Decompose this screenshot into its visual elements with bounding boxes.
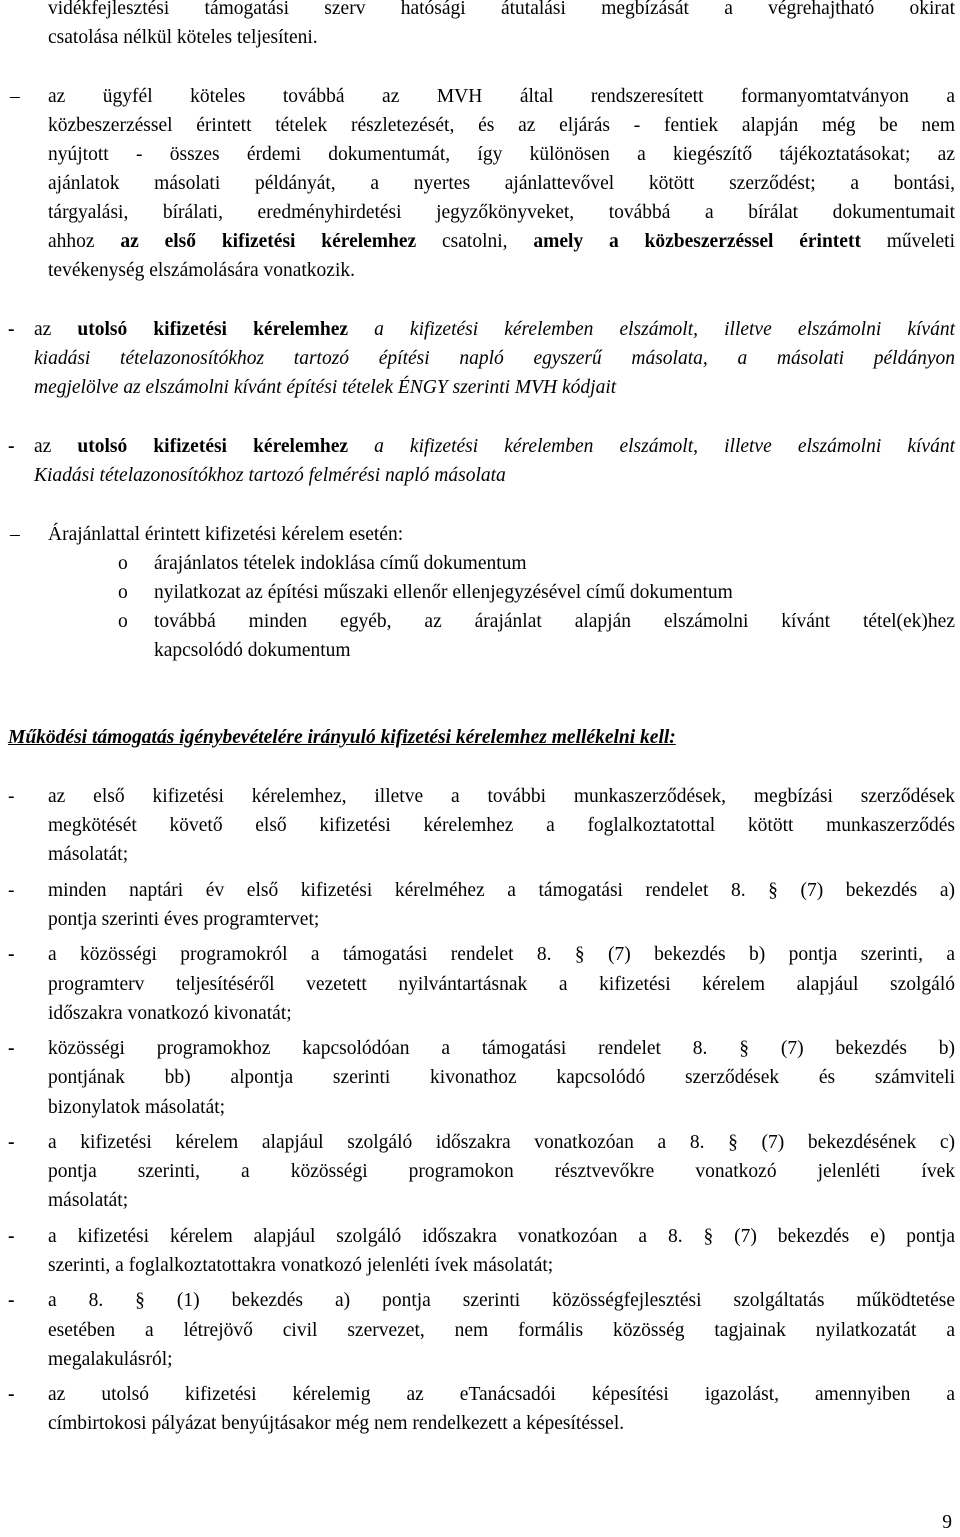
- list-bullet-marker: o: [118, 582, 128, 603]
- list-dash-marker: –: [10, 86, 20, 107]
- text-line: [34, 315, 955, 344]
- text-run: az: [34, 319, 78, 340]
- list-item-text: szerinti, a foglalkoztatottakra vonatkozó jelenléti ívek másolatát;: [48, 1255, 554, 1276]
- text-run: műveleti: [860, 231, 955, 252]
- italic-text-run: a kifizetési kérelemben elszámolt, illetve elszámolni kívánt: [348, 436, 955, 457]
- text-line: tevékenység elszámolására vonatkozik.: [48, 260, 356, 281]
- list-hyphen-marker: -: [8, 1225, 15, 1247]
- list-item-text: pontja szerinti, a közösségi programokon résztvevőkre vonatkozó jelenléti ívek: [48, 1161, 955, 1183]
- list-item-text: időszakra vonatkozó kivonatát;: [48, 1002, 292, 1024]
- page-number: 9: [942, 1512, 952, 1533]
- text-run: csatolni,: [416, 231, 534, 252]
- text-run: az: [34, 436, 78, 457]
- list-item-text: címbirtokosi pályázat benyújtásakor még nem rendelkezett a képesítéssel.: [48, 1413, 625, 1435]
- list-hyphen-marker: -: [8, 1384, 15, 1406]
- list-hyphen-marker: -: [8, 319, 15, 340]
- bold-text-run: utolsó kifizetési kérelemhez: [77, 319, 348, 340]
- italic-text-line: megjelölve az elszámolni kívánt építési tételek ÉNGY szerinti MVH kódjait: [34, 377, 617, 398]
- list-bullet-marker: o: [118, 553, 128, 574]
- list-item-text: a 8. § (1) bekezdés a) pontja szerinti közösségfejlesztési szolgáltatás működtetése: [48, 1290, 955, 1312]
- text-line: [34, 432, 955, 461]
- text-line: továbbá minden egyéb, az árajánlat alapján elszámolni kívánt tétel(ek)hez: [154, 611, 955, 632]
- list-hyphen-marker: -: [8, 944, 15, 966]
- list-item-text: másolatát;: [48, 844, 129, 866]
- list-hyphen-marker: -: [8, 786, 15, 807]
- list-dash-marker: –: [10, 524, 20, 545]
- list-hyphen-marker: -: [8, 1290, 15, 1312]
- text-line: árajánlatos tételek indoklása című dokumentum: [154, 553, 527, 574]
- list-hyphen-marker: -: [8, 879, 15, 901]
- text-line: nyújtott - összes érdemi dokumentumát, így különösen a kiegészítő tájékoztatásokat; az: [48, 144, 955, 165]
- list-item-text: esetében a létrejövő civil szervezet, nem formális közösség tagjainak nyilatkozatát a: [48, 1319, 955, 1341]
- list-item-text: közösségi programokhoz kapcsolódóan a támogatási rendelet 8. § (7) bekezdés b): [48, 1038, 955, 1060]
- bold-text-run: utolsó kifizetési kérelemhez: [77, 436, 348, 457]
- list-hyphen-marker: -: [8, 436, 15, 457]
- text-line: vidékfejlesztési támogatási szerv hatósági átutalási megbízását a végrehajtható okirat: [48, 0, 955, 19]
- list-item-text: az első kifizetési kérelemhez, illetve a további munkaszerződések, megbízási szerződések: [48, 786, 955, 807]
- list-item-text: a közösségi programokról a támogatási rendelet 8. § (7) bekezdés b) pontja szerinti, a: [48, 944, 955, 966]
- text-line: csatolása nélkül köteles teljesíteni.: [48, 27, 318, 48]
- list-hyphen-marker: -: [8, 1132, 15, 1153]
- text-line: Árajánlattal érintett kifizetési kérelem esetén:: [48, 524, 404, 545]
- text-line: ajánlatok másolati példányát, a nyertes ajánlattevővel kötött szerződést; a bontási,: [48, 173, 955, 194]
- text-line: kapcsolódó dokumentum: [154, 640, 351, 661]
- list-item-text: a kifizetési kérelem alapjául szolgáló időszakra vonatkozóan a 8. § (7) bekezdés e) pontja: [48, 1225, 955, 1247]
- text-line: közbeszerzéssel érintett tételek részletezését, és az eljárás - fentiek alapján még be nem: [48, 115, 955, 136]
- italic-text-line: Kiadási tételazonosítókhoz tartozó felmérési napló másolata: [34, 465, 506, 486]
- list-item-text: a kifizetési kérelem alapjául szolgáló időszakra vonatkozóan a 8. § (7) bekezdésének c): [48, 1132, 955, 1153]
- text-run: ahhoz: [48, 231, 121, 252]
- text-line: nyilatkozat az építési műszaki ellenőr ellenjegyzésével című dokumentum: [154, 582, 733, 603]
- list-item-text: megalakulásról;: [48, 1348, 173, 1370]
- list-item-text: bizonylatok másolatát;: [48, 1096, 226, 1118]
- italic-text-run: a kifizetési kérelemben elszámolt, illetve elszámolni kívánt: [348, 319, 955, 340]
- list-item-text: másolatát;: [48, 1190, 129, 1212]
- text-line: [48, 227, 955, 256]
- list-bullet-marker: o: [118, 611, 128, 632]
- bold-text-run: amely a közbeszerzéssel érintett: [533, 231, 861, 252]
- text-line: tárgyalási, bírálati, eredményhirdetési jegyzőkönyveket, továbbá a bírálat dokumentumait: [48, 202, 955, 223]
- bold-text-run: az első kifizetési kérelemhez: [120, 231, 417, 252]
- list-item-text: programterv teljesítéséről vezetett nyilvántartásnak a kifizetési kérelem alapjául szolgáló: [48, 973, 955, 995]
- text-line: az ügyfél köteles továbbá az MVH által rendszeresített formanyomtatványon a: [48, 86, 955, 107]
- list-hyphen-marker: -: [8, 1038, 15, 1060]
- list-item-text: megkötését követő első kifizetési kérelemhez a foglalkoztatottal kötött munkaszerződés: [48, 815, 955, 837]
- list-item-text: minden naptári év első kifizetési kérelméhez a támogatási rendelet 8. § (7) bekezdés a): [48, 879, 955, 901]
- list-item-text: pontja szerinti éves programtervet;: [48, 909, 320, 930]
- list-item-text: pontjának bb) alpontja szerinti kivonathoz kapcsolódó szerződések és számviteli: [48, 1067, 955, 1089]
- heading-text: Működési támogatás igénybevételére irányuló kifizetési kérelemhez mellékelni kell:: [8, 727, 676, 748]
- italic-text-line: kiadási tételazonosítókhoz tartozó építési napló egyszerű másolata, a másolati példányon: [34, 348, 955, 369]
- list-item-text: az utolsó kifizetési kérelemig az eTanácsadói képesítési igazolást, amennyiben a: [48, 1384, 955, 1406]
